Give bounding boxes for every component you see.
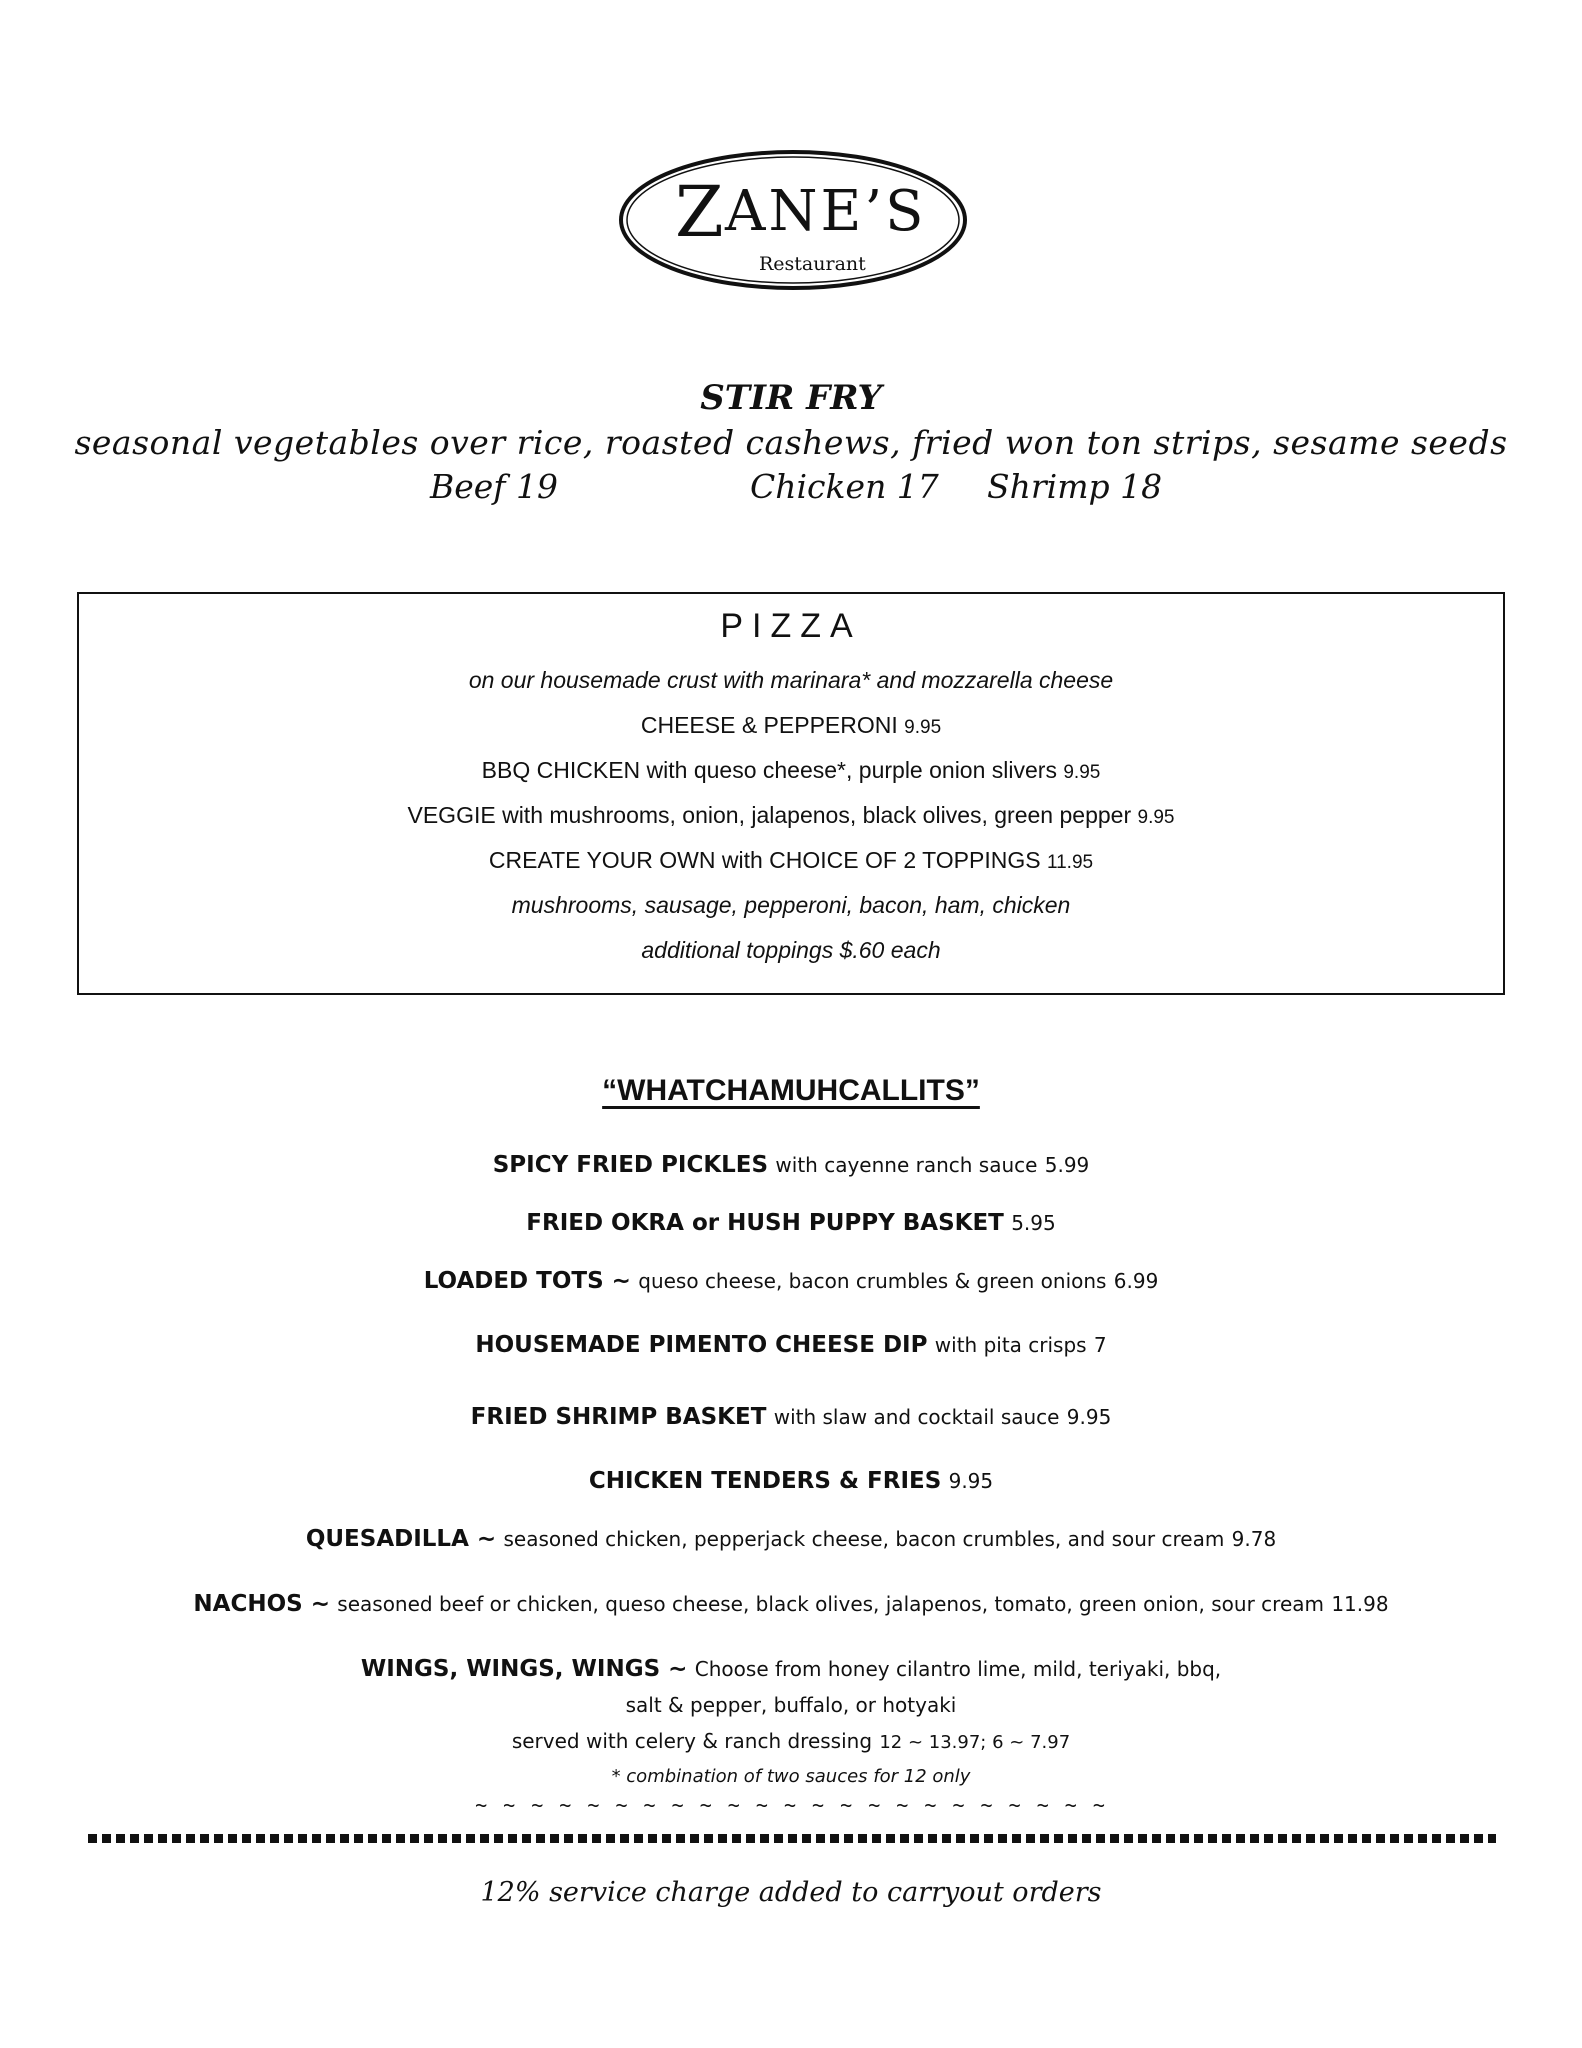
menu-item: SPICY FRIED PICKLES with cayenne ranch sauce 5.99 [492,1152,1090,1178]
wings-flavors: salt & pepper, buffalo, or hotyaki [625,1693,957,1717]
pizza-title: PIZZA [720,607,862,645]
pizza-item: BBQ CHICKEN with queso cheese*, purple onion slivers 9.95 [481,757,1101,783]
pizza-item: CHEESE & PEPPERONI 9.95 [640,712,942,738]
pizza-section-box [77,592,1505,995]
stir-fry-price-shrimp: Shrimp 18 [987,467,1163,506]
restaurant-logo [617,148,969,292]
menu-item: QUESADILLA ~ seasoned chicken, pepperjack cheese, bacon crumbles, and sour cream 9.78 [305,1526,1277,1552]
pizza-subtitle: on our housemade crust with marinara* and mozzarella cheese [468,667,1114,693]
stir-fry-title: STIR FRY [700,378,882,418]
wings-item: WINGS, WINGS, WINGS ~ Choose from honey cilantro lime, mild, teriyaki, bbq, [360,1656,1222,1682]
whatchamacallits-title: “WHATCHAMUHCALLITS” [602,1074,980,1107]
dotted-divider [88,1834,1496,1843]
wings-served-with: served with celery & ranch dressing 12 ~ 13.97; 6 ~ 7.97 [511,1729,1071,1753]
stir-fry-description: seasonal vegetables over rice, roasted cashews, fried won ton strips, sesame seeds [74,423,1508,462]
menu-item: FRIED SHRIMP BASKET with slaw and cocktail sauce 9.95 [470,1404,1112,1430]
svg-text:Restaurant: Restaurant [759,253,866,275]
menu-item: LOADED TOTS ~ queso cheese, bacon crumbles & green onions 6.99 [423,1268,1159,1294]
pizza-toppings: mushrooms, sausage, pepperoni, bacon, ham, chicken [511,892,1071,918]
tilde-divider: ~ ~ ~ ~ ~ ~ ~ ~ ~ ~ ~ ~ ~ ~ ~ ~ ~ ~ ~ ~ ~ ~ ~ [475,1793,1107,1817]
stir-fry-price-beef: Beef 19 [430,467,559,506]
pizza-item: VEGGIE with mushrooms, onion, jalapenos, black olives, green pepper 9.95 [407,802,1175,828]
pizza-item: CREATE YOUR OWN with CHOICE OF 2 TOPPINGS 11.95 [488,847,1094,873]
service-charge-note: 12% service charge added to carryout orders [480,1877,1102,1908]
stir-fry-price-chicken: Chicken 17 [750,467,939,506]
wings-note: * combination of two sauces for 12 only [611,1766,971,1787]
menu-item: CHICKEN TENDERS & FRIES 9.95 [588,1468,994,1494]
menu-item: HOUSEMADE PIMENTO CHEESE DIP with pita crisps 7 [475,1332,1107,1358]
pizza-additional-toppings: additional toppings $.60 each [641,937,941,963]
svg-text:Z: Z [675,171,724,253]
menu-item: FRIED OKRA or HUSH PUPPY BASKET 5.95 [526,1210,1056,1236]
svg-text:ANE’S: ANE’S [725,179,927,244]
menu-item: NACHOS ~ seasoned beef or chicken, queso cheese, black olives, jalapenos, tomato, green onion, sour cream 11.98 [193,1591,1389,1617]
